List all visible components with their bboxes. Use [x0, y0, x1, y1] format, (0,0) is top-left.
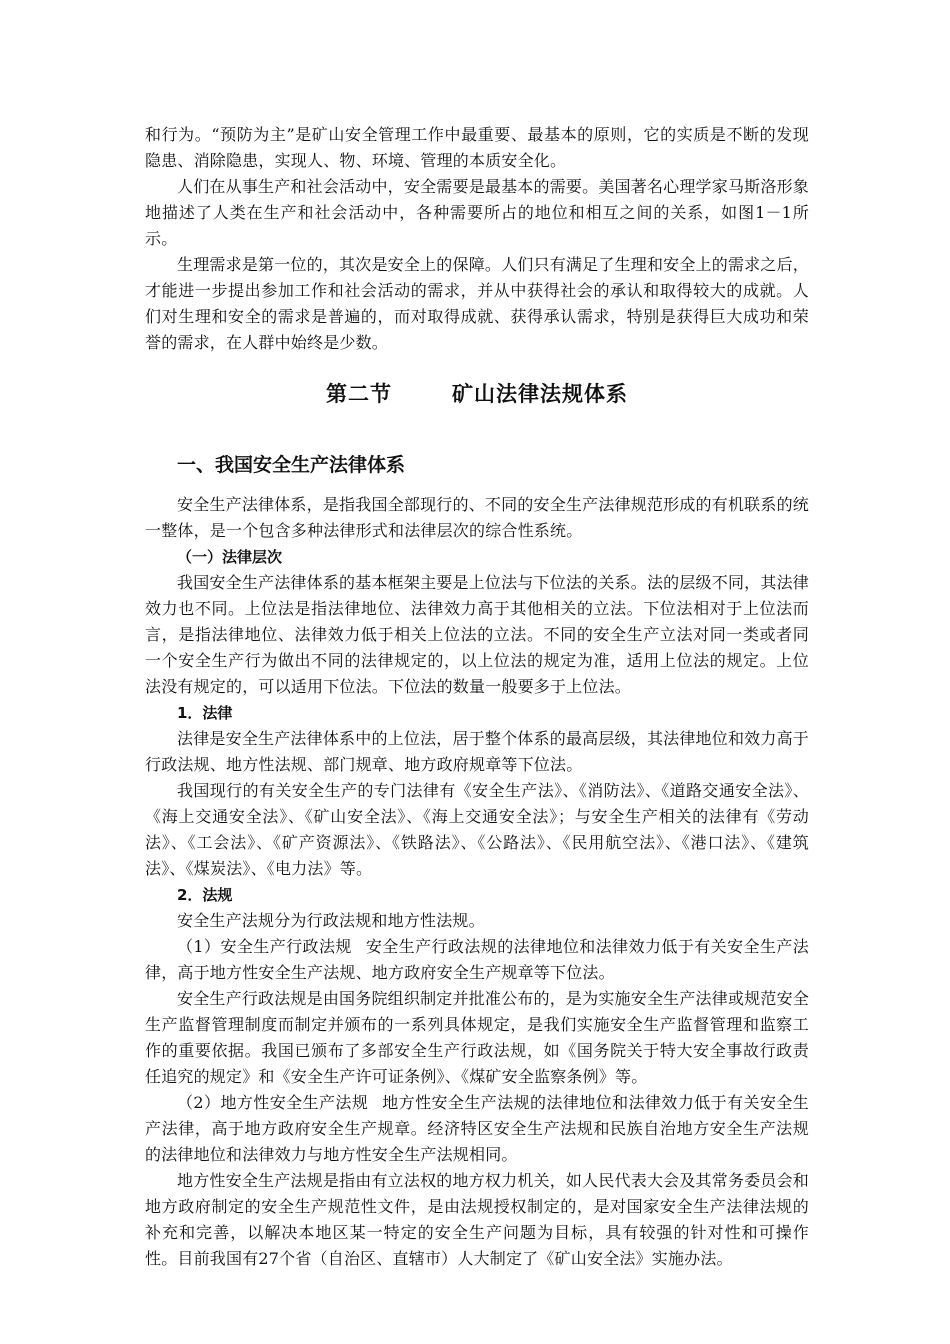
heading-regulations: 2．法规: [177, 886, 233, 904]
paragraph-law-1: 法律是安全生产法律体系中的上位法，居于整个体系的最高层级，其法律地位和效力高于行政法规、地方性法规、部门规章、地方政府规章等下位法。: [145, 729, 809, 774]
paragraph-law-2: 我国现行的有关安全生产的专门法律有《安全生产法》、《消防法》、《道路交通安全法》、《海上交通安全法》、《矿山安全法》、《海上交通安全法》；与安全生产相关的法律有《劳动法》、《工会法》、《矿产资源法》、《铁路法》、《公路法》、《民用航空法》、《港口法》、《建筑法》、《煤炭法》、《电力法》等。: [145, 781, 809, 878]
intro-paragraph-2: 人们在从事生产和社会活动中，安全需要是最基本的需要。美国著名心理学家马斯洛形象地描述了人类在生产和社会活动中，各种需要所占的地位和相互之间的关系，如图1－1所示。: [145, 177, 809, 248]
document-page: [145, 122, 809, 1272]
section-number: 第二节: [326, 382, 392, 406]
paragraph-reg-5: 地方性安全生产法规是指由有立法权的地方权力机关，如人民代表大会及其常务委员会和地方政府制定的安全生产规范性文件，是由法规授权制定的，是对国家安全生产法律法规的补充和完善，以解决本地区某一特定的安全生产问题为目标，具有较强的针对性和可操作性。目前我国有27个省（自治区、直辖市）人大制定了《矿山安全法》实施办法。: [145, 1171, 809, 1268]
paragraph-law-system: 安全生产法律体系，是指我国全部现行的、不同的安全生产法律规范形成的有机联系的统一整体，是一个包含多种法律形式和法律层次的综合性系统。: [145, 495, 809, 540]
paragraph-reg-2: [145, 934, 809, 986]
heading-safety-law-system: 一、我国安全生产法律体系: [177, 454, 406, 476]
intro-paragraph-1: 和行为。“预防为主”是矿山安全管理工作中最重要、最基本的原则，它的实质是不断的发现隐患、消除隐患，实现人、物、环境、管理的本质安全化。: [145, 125, 809, 170]
heading-law: 1．法律: [177, 704, 233, 722]
administrative-regulation-text: 安全生产行政法规的法律地位和法律效力低于有关安全生产法律，高于地方性安全生产法规、地方政府安全生产规章等下位法。: [145, 937, 809, 982]
paragraph-reg-4: [145, 1090, 809, 1168]
paragraph-reg-1: 安全生产法规分为行政法规和地方性法规。: [177, 911, 485, 930]
paragraph-reg-3: 安全生产行政法规是由国务院组织制定并批准公布的，是为实施安全生产法律或规范安全生产监督管理制度而制定并颁布的一系列具体规定，是我们实施安全生产监督管理和监察工作的重要依据。我国已颁布了多部安全生产行政法规，如《国务院关于特大安全事故行政责任追究的规定》和《安全生产许可证条例》、《煤矿安全监察条例》等。: [145, 989, 809, 1086]
administrative-regulation-label: （1）安全生产行政法规: [177, 937, 352, 956]
intro-paragraph-3: 生理需求是第一位的，其次是安全上的保障。人们只有满足了生理和安全上的需求之后，才能进一步提出参加工作和社会活动的需求，并从中获得社会的承认和取得较大的成就。人们对生理和安全的需求是普遍的，而对取得成就、获得承认需求，特别是获得巨大成功和荣誉的需求，在人群中始终是少数。: [145, 255, 809, 352]
paragraph-law-levels: 我国安全生产法律体系的基本框架主要是上位法与下位法的关系。法的层级不同，其法律效力也不同。上位法是指法律地位、法律效力高于其他相关的立法。下位法相对于上位法而言，是指法律地位、法律效力低于相关上位法的立法。不同的安全生产立法对同一类或者同一个安全生产行为做出不同的法律规定的，以上位法的规定为准，适用上位法的规定。上位法没有规定的，可以适用下位法。下位法的数量一般要多于上位法。: [145, 573, 809, 696]
local-regulation-label: （2）地方性安全生产法规: [177, 1093, 369, 1112]
local-regulation-text: 地方性安全生产法规的法律地位和法律效力低于有关安全生产法律，高于地方政府安全生产规章。经济特区安全生产法规和民族自治地方安全生产法规的法律地位和法律效力与地方性安全生产法规相同。: [145, 1093, 809, 1164]
section-name: 矿山法律法规体系: [452, 382, 628, 406]
section-title: [145, 376, 809, 412]
heading-law-levels: （一）法律层次: [177, 548, 283, 566]
